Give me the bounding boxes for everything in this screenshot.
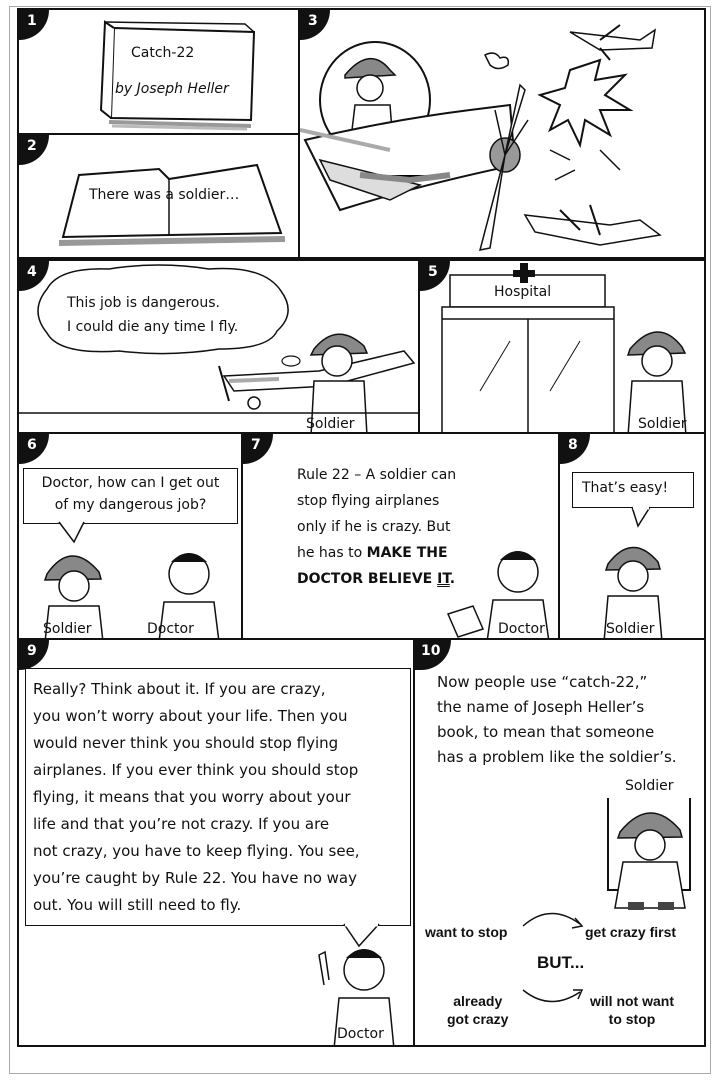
panel-number: 7 bbox=[241, 432, 273, 464]
doctor-with-clipboard-illustration bbox=[243, 434, 560, 640]
panel-9 bbox=[17, 638, 415, 1047]
panel-number: 8 bbox=[558, 432, 590, 464]
panel-number: 10 bbox=[413, 638, 451, 670]
panel-number: 9 bbox=[17, 638, 49, 670]
book-title: Catch-22 bbox=[131, 45, 195, 61]
but-label: BUT... bbox=[537, 953, 585, 972]
panel-number: 4 bbox=[17, 259, 49, 291]
smiling-soldier-illustration bbox=[560, 434, 706, 640]
panel-5 bbox=[418, 259, 706, 434]
hospital-sign: Hospital bbox=[494, 284, 552, 300]
panel-8 bbox=[558, 432, 706, 640]
soldier-thinking-illustration bbox=[19, 261, 420, 434]
doctor-explanation: Really? Think about it. If you are crazy, you won’t worry about your life. Then you would never think you should stop flying airplanes. If you ever think you should stop flying, it means that you worry about your life and that you’re not crazy. If you are not crazy, you have to keep flying. You see, you’re caught by Rule 22. You have no way out. You will still need to fly. bbox=[33, 680, 360, 914]
soldier-label: Soldier bbox=[606, 621, 655, 637]
thought-text: This job is dangerous. I could die any time I fly. bbox=[67, 295, 239, 335]
pilot-in-plane-illustration bbox=[300, 10, 706, 259]
book-closed-illustration bbox=[19, 10, 300, 135]
panel-10 bbox=[413, 638, 706, 1047]
soldier-label: Soldier bbox=[306, 416, 355, 432]
panel-number: 5 bbox=[418, 259, 450, 291]
panel-number: 3 bbox=[298, 8, 330, 40]
sitting-soldier-and-loop-diagram bbox=[415, 640, 706, 1047]
will-not-want-to-stop-label: will not want to stop bbox=[590, 993, 674, 1027]
panel-1 bbox=[17, 8, 300, 135]
panel-number: 2 bbox=[17, 133, 49, 165]
panel-7 bbox=[241, 432, 560, 640]
speech-text: That’s easy! bbox=[582, 480, 669, 496]
panel-4 bbox=[17, 259, 420, 434]
soldier-label: Soldier bbox=[625, 778, 674, 794]
speech-text: Doctor, how can I get out of my dangerous job? bbox=[41, 475, 220, 513]
soldier-and-doctor-illustration bbox=[19, 434, 243, 640]
doctor-label: Doctor bbox=[147, 621, 194, 637]
hospital-illustration bbox=[420, 261, 706, 434]
panel-number: 1 bbox=[17, 8, 49, 40]
panel-number: 6 bbox=[17, 432, 49, 464]
doctor-label: Doctor bbox=[498, 621, 545, 637]
get-crazy-first-label: get crazy first bbox=[585, 924, 677, 940]
panel-6 bbox=[17, 432, 243, 640]
already-got-crazy-label: already got crazy bbox=[447, 993, 509, 1027]
panel-2-caption: There was a soldier… bbox=[89, 187, 240, 203]
doctor-label: Doctor bbox=[337, 1026, 384, 1042]
soldier-label: Soldier bbox=[43, 621, 92, 637]
panel-3 bbox=[298, 8, 706, 259]
book-author: by Joseph Heller bbox=[115, 81, 229, 97]
want-to-stop-label: want to stop bbox=[425, 924, 508, 940]
panel-2 bbox=[17, 133, 300, 259]
rule-22-text: Rule 22 – A soldier can stop flying airplanes only if he is crazy. But he has to MAKE THE DOCTOR BELIEVE IT. bbox=[297, 467, 457, 587]
catch-22-explanation: Now people use “catch-22,” the name of Joseph Heller’s book, to mean that someone has a problem like the soldier’s. bbox=[437, 673, 677, 766]
soldier-label: Soldier bbox=[638, 416, 687, 432]
